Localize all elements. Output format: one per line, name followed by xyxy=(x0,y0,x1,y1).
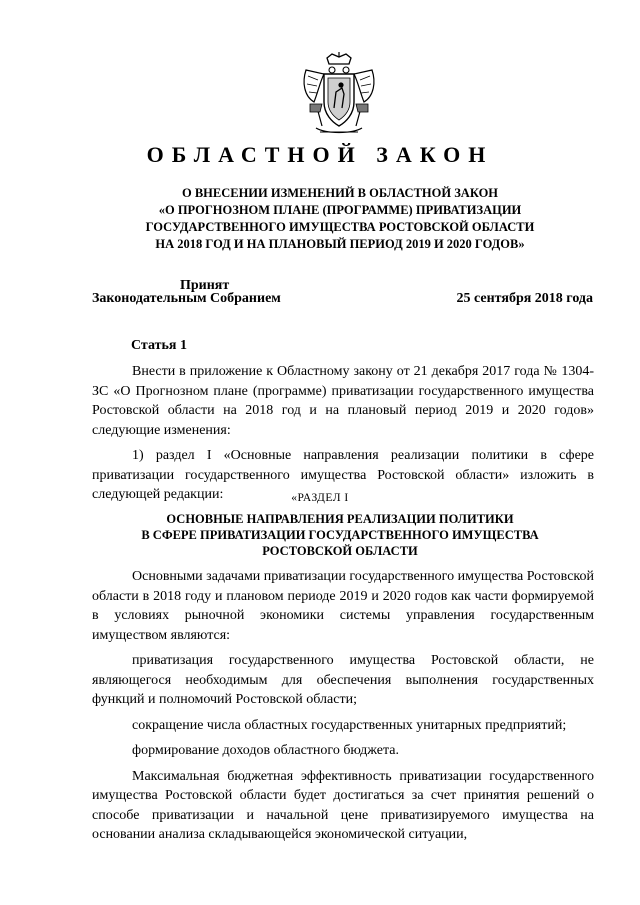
section-label: «РАЗДЕЛ I xyxy=(291,492,349,504)
adopted-by-label: Законодательным Собранием xyxy=(92,291,281,306)
document-title: ОБЛАСТНОЙ ЗАКОН xyxy=(146,142,494,167)
section-paragraph: Максимальная бюджетная эффективность приватизации государственного имущества Ростовской области будет достигаться за счет принятия решений о способе приватизации и начальной цене приватизируемого имущества на основании анализа складывающейся экономической ситуации, xyxy=(92,768,594,842)
subtitle-line: ГОСУДАРСТВЕННОГО ИМУЩЕСТВА РОСТОВСКОЙ ОБЛАСТИ xyxy=(145,220,535,234)
section-title-line: ОСНОВНЫЕ НАПРАВЛЕНИЯ РЕАЛИЗАЦИИ ПОЛИТИКИ xyxy=(166,512,514,526)
adopted-label: Принят xyxy=(180,278,230,293)
subtitle-line: О ВНЕСЕНИИ ИЗМЕНЕНИЙ В ОБЛАСТНОЙ ЗАКОН xyxy=(181,186,499,200)
article-heading: Статья 1 xyxy=(131,338,187,353)
subtitle-line: НА 2018 ГОД И НА ПЛАНОВЫЙ ПЕРИОД 2019 И 2020 ГОДОВ» xyxy=(155,237,525,251)
article-item-paragraph: 1) раздел I «Основные направления реализации политики в сфере приватизации государственного имущества Ростовской области» изложить в следующей редакции: xyxy=(92,448,594,502)
section-title xyxy=(60,511,620,559)
section-paragraph: формирование доходов областного бюджета. xyxy=(132,743,400,758)
document-subtitle xyxy=(60,185,620,253)
section-title-line: РОСТОВСКОЙ ОБЛАСТИ xyxy=(262,544,418,558)
section-title-line: В СФЕРЕ ПРИВАТИЗАЦИИ ГОСУДАРСТВЕННОГО ИМУЩЕСТВА xyxy=(141,528,539,542)
section-paragraph: сокращение числа областных государственных унитарных предприятий; xyxy=(132,717,567,733)
section-paragraph: приватизация государственного имущества Ростовской области, не являющегося необходимым для обеспечения выполнения государственных функций и полномочий Ростовской области; xyxy=(92,653,594,707)
coat-of-arms-icon xyxy=(296,52,382,138)
article-body xyxy=(92,362,594,511)
article-intro-paragraph: Внести в приложение к Областному закону от 21 декабря 2017 года № 1304-ЗС «О Прогнозном плане (программе) приватизации государственного имущества Ростовской области на 2018 год и на плановый период 2019 и 2020 годов» следующие изменения: xyxy=(92,364,594,438)
section-body xyxy=(92,567,594,851)
subtitle-line: «О ПРОГНОЗНОМ ПЛАНЕ (ПРОГРАММЕ) ПРИВАТИЗАЦИИ xyxy=(158,203,522,217)
adoption-date: 25 сентября 2018 года xyxy=(456,291,593,306)
section-paragraph: Основными задачами приватизации государственного имущества Ростовской области в 2018 году и плановом периоде 2019 и 2020 годов как части формируемой в условиях рыночной экономики системы управления государственным имуществом являются: xyxy=(92,569,594,643)
